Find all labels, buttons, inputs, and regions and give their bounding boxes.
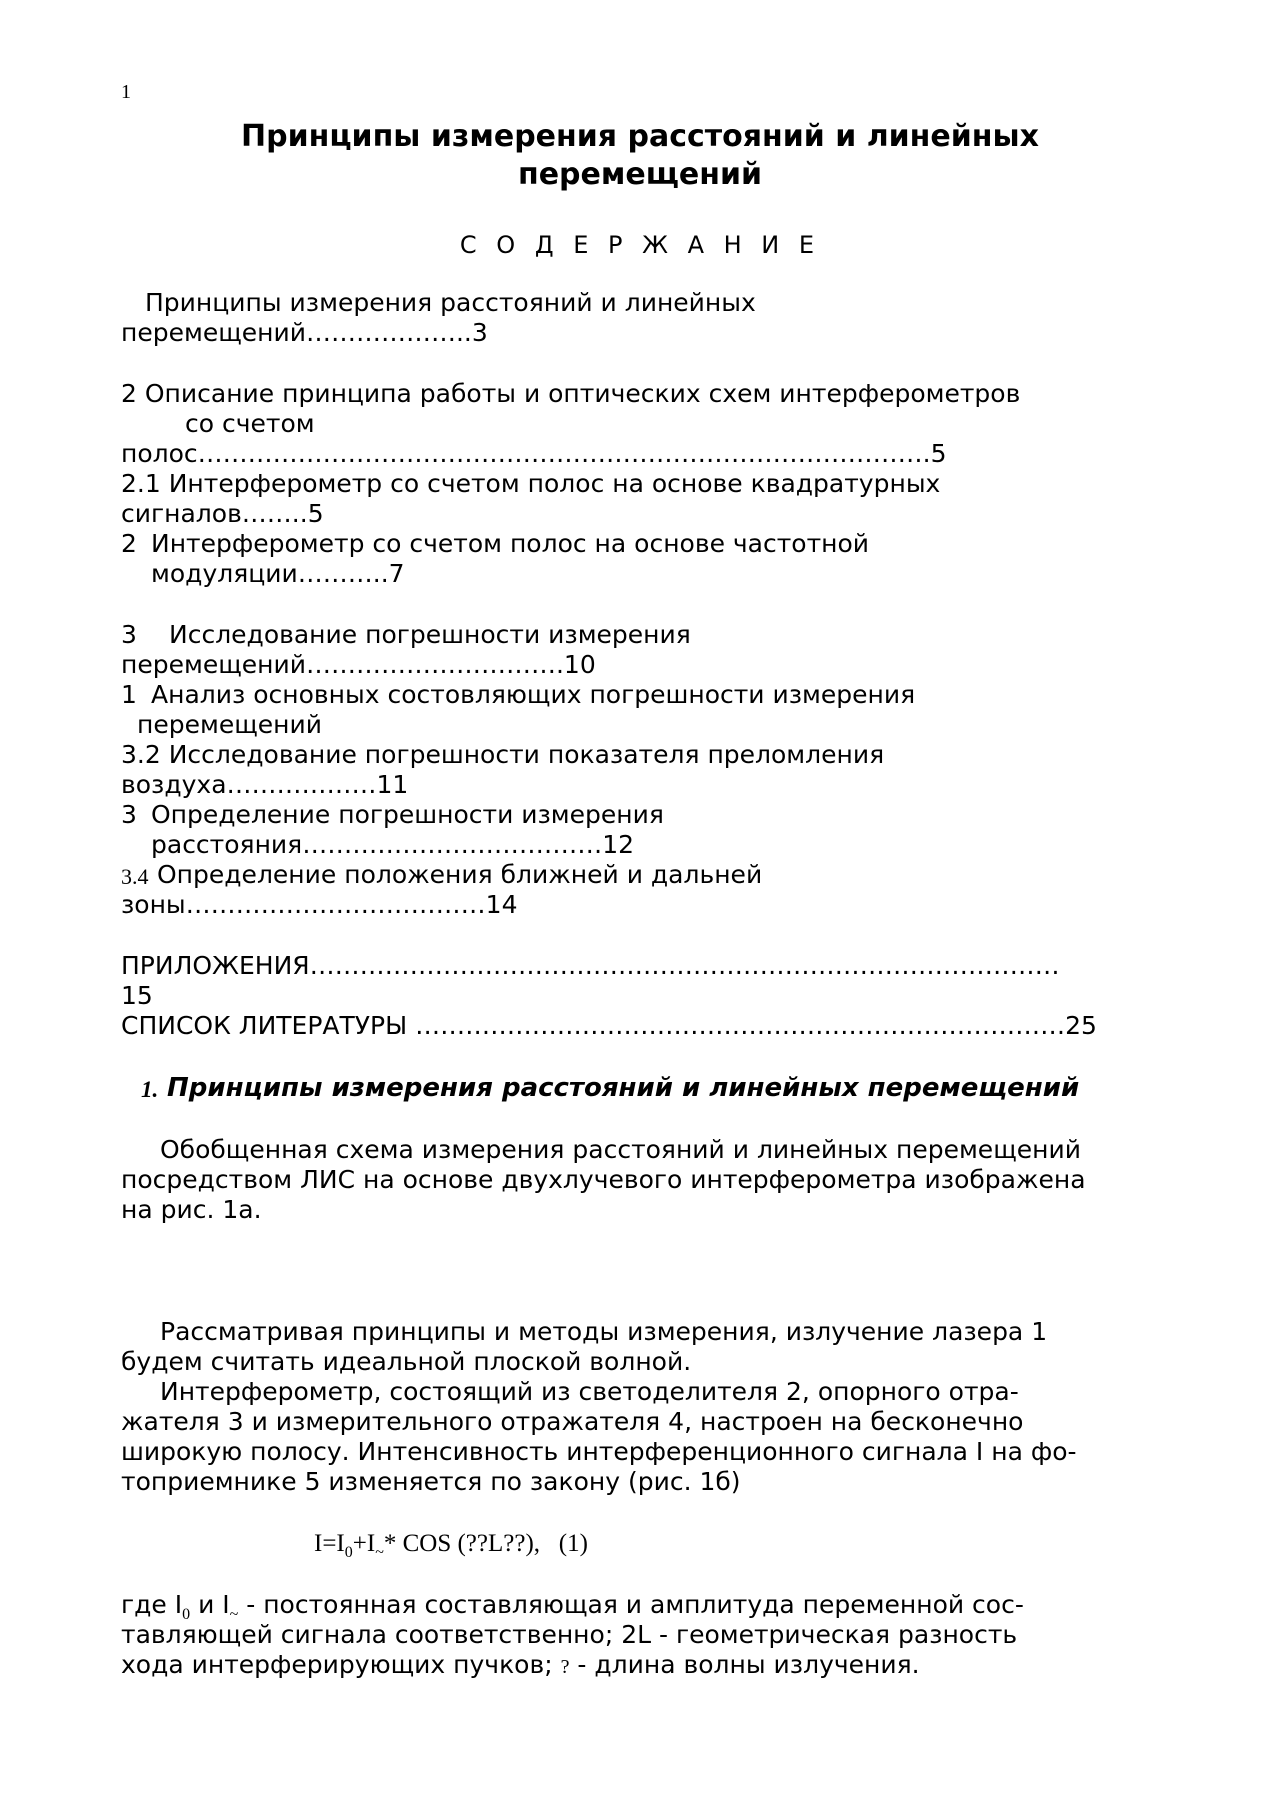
p4-sub-tilde: ~ bbox=[229, 1606, 239, 1623]
paragraph-3-line3: широкую полосу. Интенсивность интерференционного сигнала I на фо- bbox=[121, 1437, 1077, 1466]
toc-entry-7-line1: 3.2 Исследование погрешности показателя преломления bbox=[121, 740, 885, 769]
toc-entry-4-number: 2 bbox=[121, 529, 137, 558]
formula-equation-number: (1) bbox=[558, 1530, 588, 1557]
toc-entry-6-number: 1 bbox=[121, 680, 137, 709]
toc-entry-1-line2: перемещений………………..3 bbox=[121, 318, 488, 347]
toc-entry-5-number: 3 bbox=[121, 620, 137, 649]
toc-entry-9-line2: зоны………………………………14 bbox=[121, 890, 518, 919]
toc-entry-3-line1: 2.1 Интерферометр со счетом полос на основе квадратурных bbox=[121, 469, 941, 498]
paragraph-1-line3: на рис. 1а. bbox=[121, 1195, 262, 1224]
toc-entry-1-line1: Принципы измерения расстояний и линейных bbox=[145, 288, 756, 317]
toc-entry-2-line1: 2 Описание принципа работы и оптических схем интерферометров bbox=[121, 379, 1021, 408]
toc-entry-4-line1: Интерферометр со счетом полос на основе частотной bbox=[151, 529, 870, 558]
section-1-number: 1. bbox=[141, 1077, 159, 1102]
p4-line3-text-b: - длина волны излучения. bbox=[569, 1650, 920, 1679]
toc-entry-7-line2: воздуха………………11 bbox=[121, 770, 409, 799]
formula-plus: +I bbox=[352, 1530, 376, 1557]
contents-heading: С О Д Е Р Ж А Н И Е bbox=[459, 231, 821, 259]
document-title-line1: Принципы измерения расстояний и линейных bbox=[240, 119, 1039, 154]
toc-entry-3-line2: сигналов……..5 bbox=[121, 499, 324, 528]
toc-entry-9-line1: Определение положения ближней и дальней bbox=[157, 860, 763, 889]
p4-lambda-placeholder: ? bbox=[560, 1656, 570, 1678]
p4-sub-zero: 0 bbox=[182, 1606, 191, 1623]
section-1-heading: Принципы измерения расстояний и линейных перемещений bbox=[167, 1073, 1080, 1103]
formula-sub-tilde: ~ bbox=[375, 1544, 384, 1561]
p4-text-c: - постоянная составляющая и амплитуда переменной сос- bbox=[238, 1590, 1024, 1619]
p4-text-b: и I bbox=[190, 1590, 230, 1619]
paragraph-3-line2: жателя 3 и измерительного отражателя 4, настроен на бесконечно bbox=[121, 1407, 1024, 1436]
toc-entry-10-line2: 15 bbox=[121, 981, 153, 1010]
formula-lhs: I=I bbox=[314, 1530, 345, 1557]
document-title-line2: перемещений bbox=[517, 157, 763, 192]
toc-entry-4-line2: модуляции………..7 bbox=[151, 559, 405, 588]
toc-entry-2-line3: полос…………………………………………………………………………….5 bbox=[121, 439, 947, 468]
formula-1 bbox=[314, 1529, 588, 1559]
paragraph-1-line2: посредством ЛИС на основе двухлучевого интерферометра изображена bbox=[121, 1165, 1086, 1194]
toc-entry-8-line2: расстояния………………………………12 bbox=[151, 830, 635, 859]
p4-line3-text-a: хода интерферирующих пучков; bbox=[121, 1650, 561, 1679]
paragraph-4-line2: тавляющей сигнала соответственно; 2L - геометрическая разность bbox=[121, 1620, 1018, 1649]
paragraph-2-line1: Рассматривая принципы и методы измерения, излучение лазера 1 bbox=[160, 1317, 1048, 1346]
toc-entry-5-line1: Исследование погрешности измерения bbox=[169, 620, 691, 649]
paragraph-3-line1: Интерферометр, состоящий из светоделителя 2, опорного отра- bbox=[160, 1377, 1019, 1406]
paragraph-4-line1 bbox=[121, 1590, 1024, 1623]
toc-entry-6-line1: Анализ основных состовляющих погрешности измерения bbox=[151, 680, 916, 709]
paragraph-3-line4: топриемнике 5 изменяется по закону (рис. 1б) bbox=[121, 1467, 741, 1496]
paragraph-2-line2: будем считать идеальной плоской волной. bbox=[121, 1347, 692, 1376]
toc-entry-8-line1: Определение погрешности измерения bbox=[151, 800, 664, 829]
p4-text-a: где I bbox=[121, 1590, 183, 1619]
toc-entry-8-number: 3 bbox=[121, 800, 137, 829]
paragraph-1-line1: Обобщенная схема измерения расстояний и линейных перемещений bbox=[160, 1135, 1081, 1164]
toc-entry-6-line2: перемещений bbox=[137, 710, 322, 739]
toc-entry-2-line2: со счетом bbox=[185, 409, 315, 438]
formula-sub-zero: 0 bbox=[344, 1544, 353, 1561]
toc-entry-10-line1: ПРИЛОЖЕНИЯ……………………………………………………………………………… bbox=[121, 951, 1060, 980]
toc-entry-9-number: 3.4 bbox=[121, 864, 149, 889]
paragraph-4-line3 bbox=[121, 1650, 920, 1682]
toc-entry-11-line1: СПИСОК ЛИТЕРАТУРЫ ……………………………………………………………………25 bbox=[121, 1011, 1097, 1040]
toc-entry-5-line2: перемещений………………………….10 bbox=[121, 650, 596, 679]
page-number: 1 bbox=[121, 81, 131, 103]
formula-rest: * COS (??L??), bbox=[383, 1530, 541, 1557]
